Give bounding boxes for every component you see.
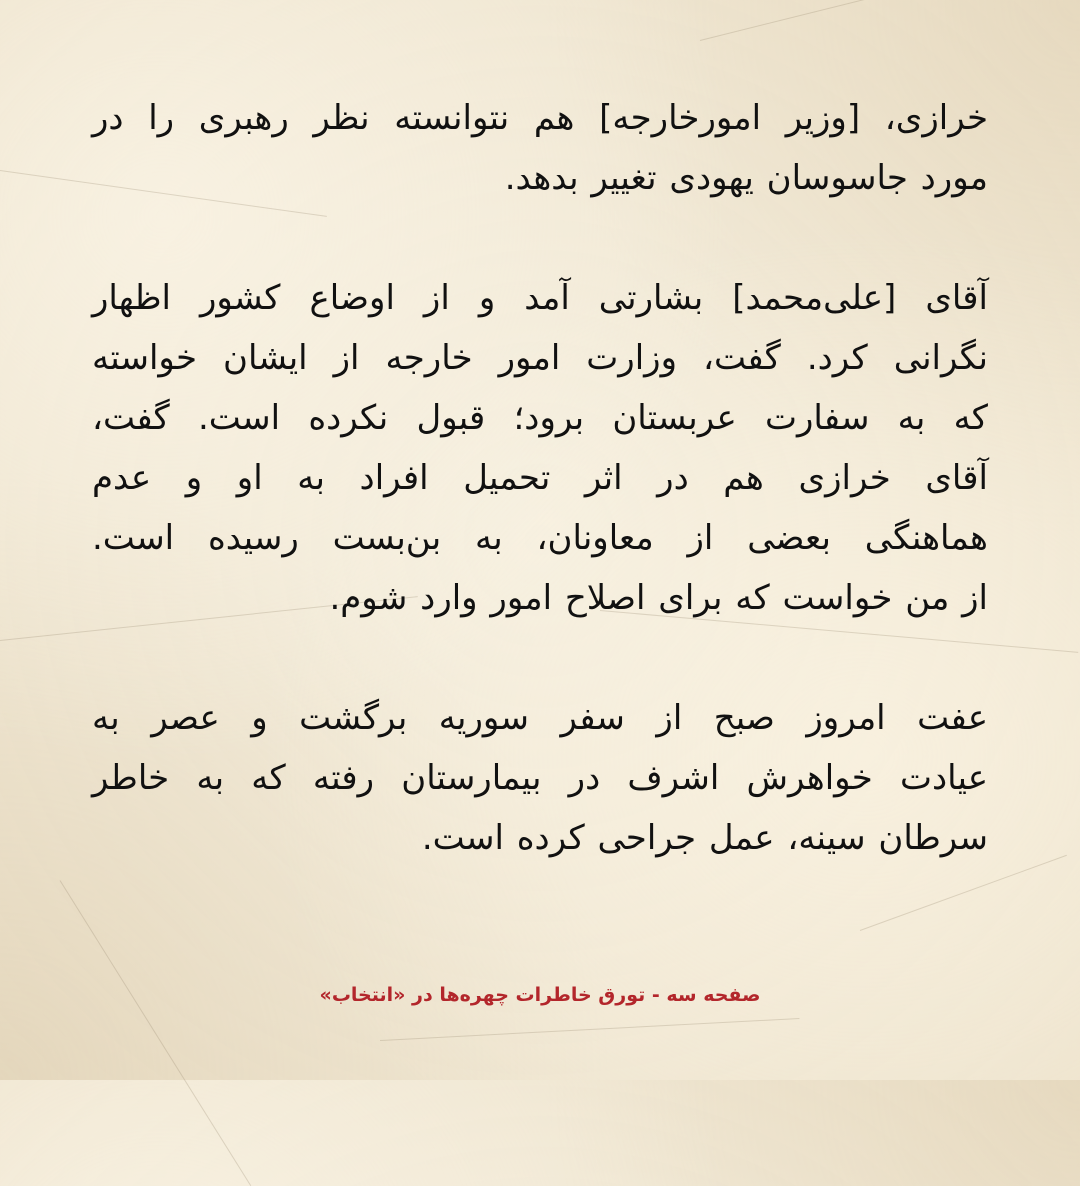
text-line: از من خواست که برای اصلاح امور وارد شوم. — [329, 578, 988, 618]
text-line: نگرانی کرد. گفت، وزارت امور خارجه از ایشان خواسته — [92, 338, 988, 378]
text-line: مورد جاسوسان یهودی تغییر بدهد. — [504, 158, 988, 198]
text-line: هماهنگی بعضی از معاونان، به بن‌بست رسیده است. — [92, 518, 988, 558]
text-line: که به سفارت عربستان برود؛ قبول نکرده است. گفت، — [92, 398, 988, 438]
paragraph-2 — [92, 268, 988, 628]
text-line: خرازی، [وزیر امورخارجه] هم نتوانسته نظر رهبری را در — [92, 98, 988, 138]
document-body — [92, 88, 988, 928]
paragraph-1 — [92, 88, 988, 208]
text-line: سرطان سینه، عمل جراحی کرده است. — [421, 818, 988, 858]
text-line: آقای خرازی هم در اثر تحمیل افراد به او و عدم — [92, 458, 988, 498]
text-line: آقای [علی‌محمد] بشارتی آمد و از اوضاع کشور اظهار — [92, 278, 988, 318]
text-line: عفت امروز صبح از سفر سوریه برگشت و عصر به — [92, 698, 988, 738]
text-line: عیادت خواهرش اشرف در بیمارستان رفته که به خاطر — [92, 758, 988, 798]
source-caption: صفحه سه - تورق خاطرات چهره‌ها در «انتخاب» — [319, 984, 761, 1006]
paper-crack — [380, 1018, 799, 1041]
paper-crack — [700, 0, 953, 41]
paragraph-3 — [92, 688, 988, 868]
